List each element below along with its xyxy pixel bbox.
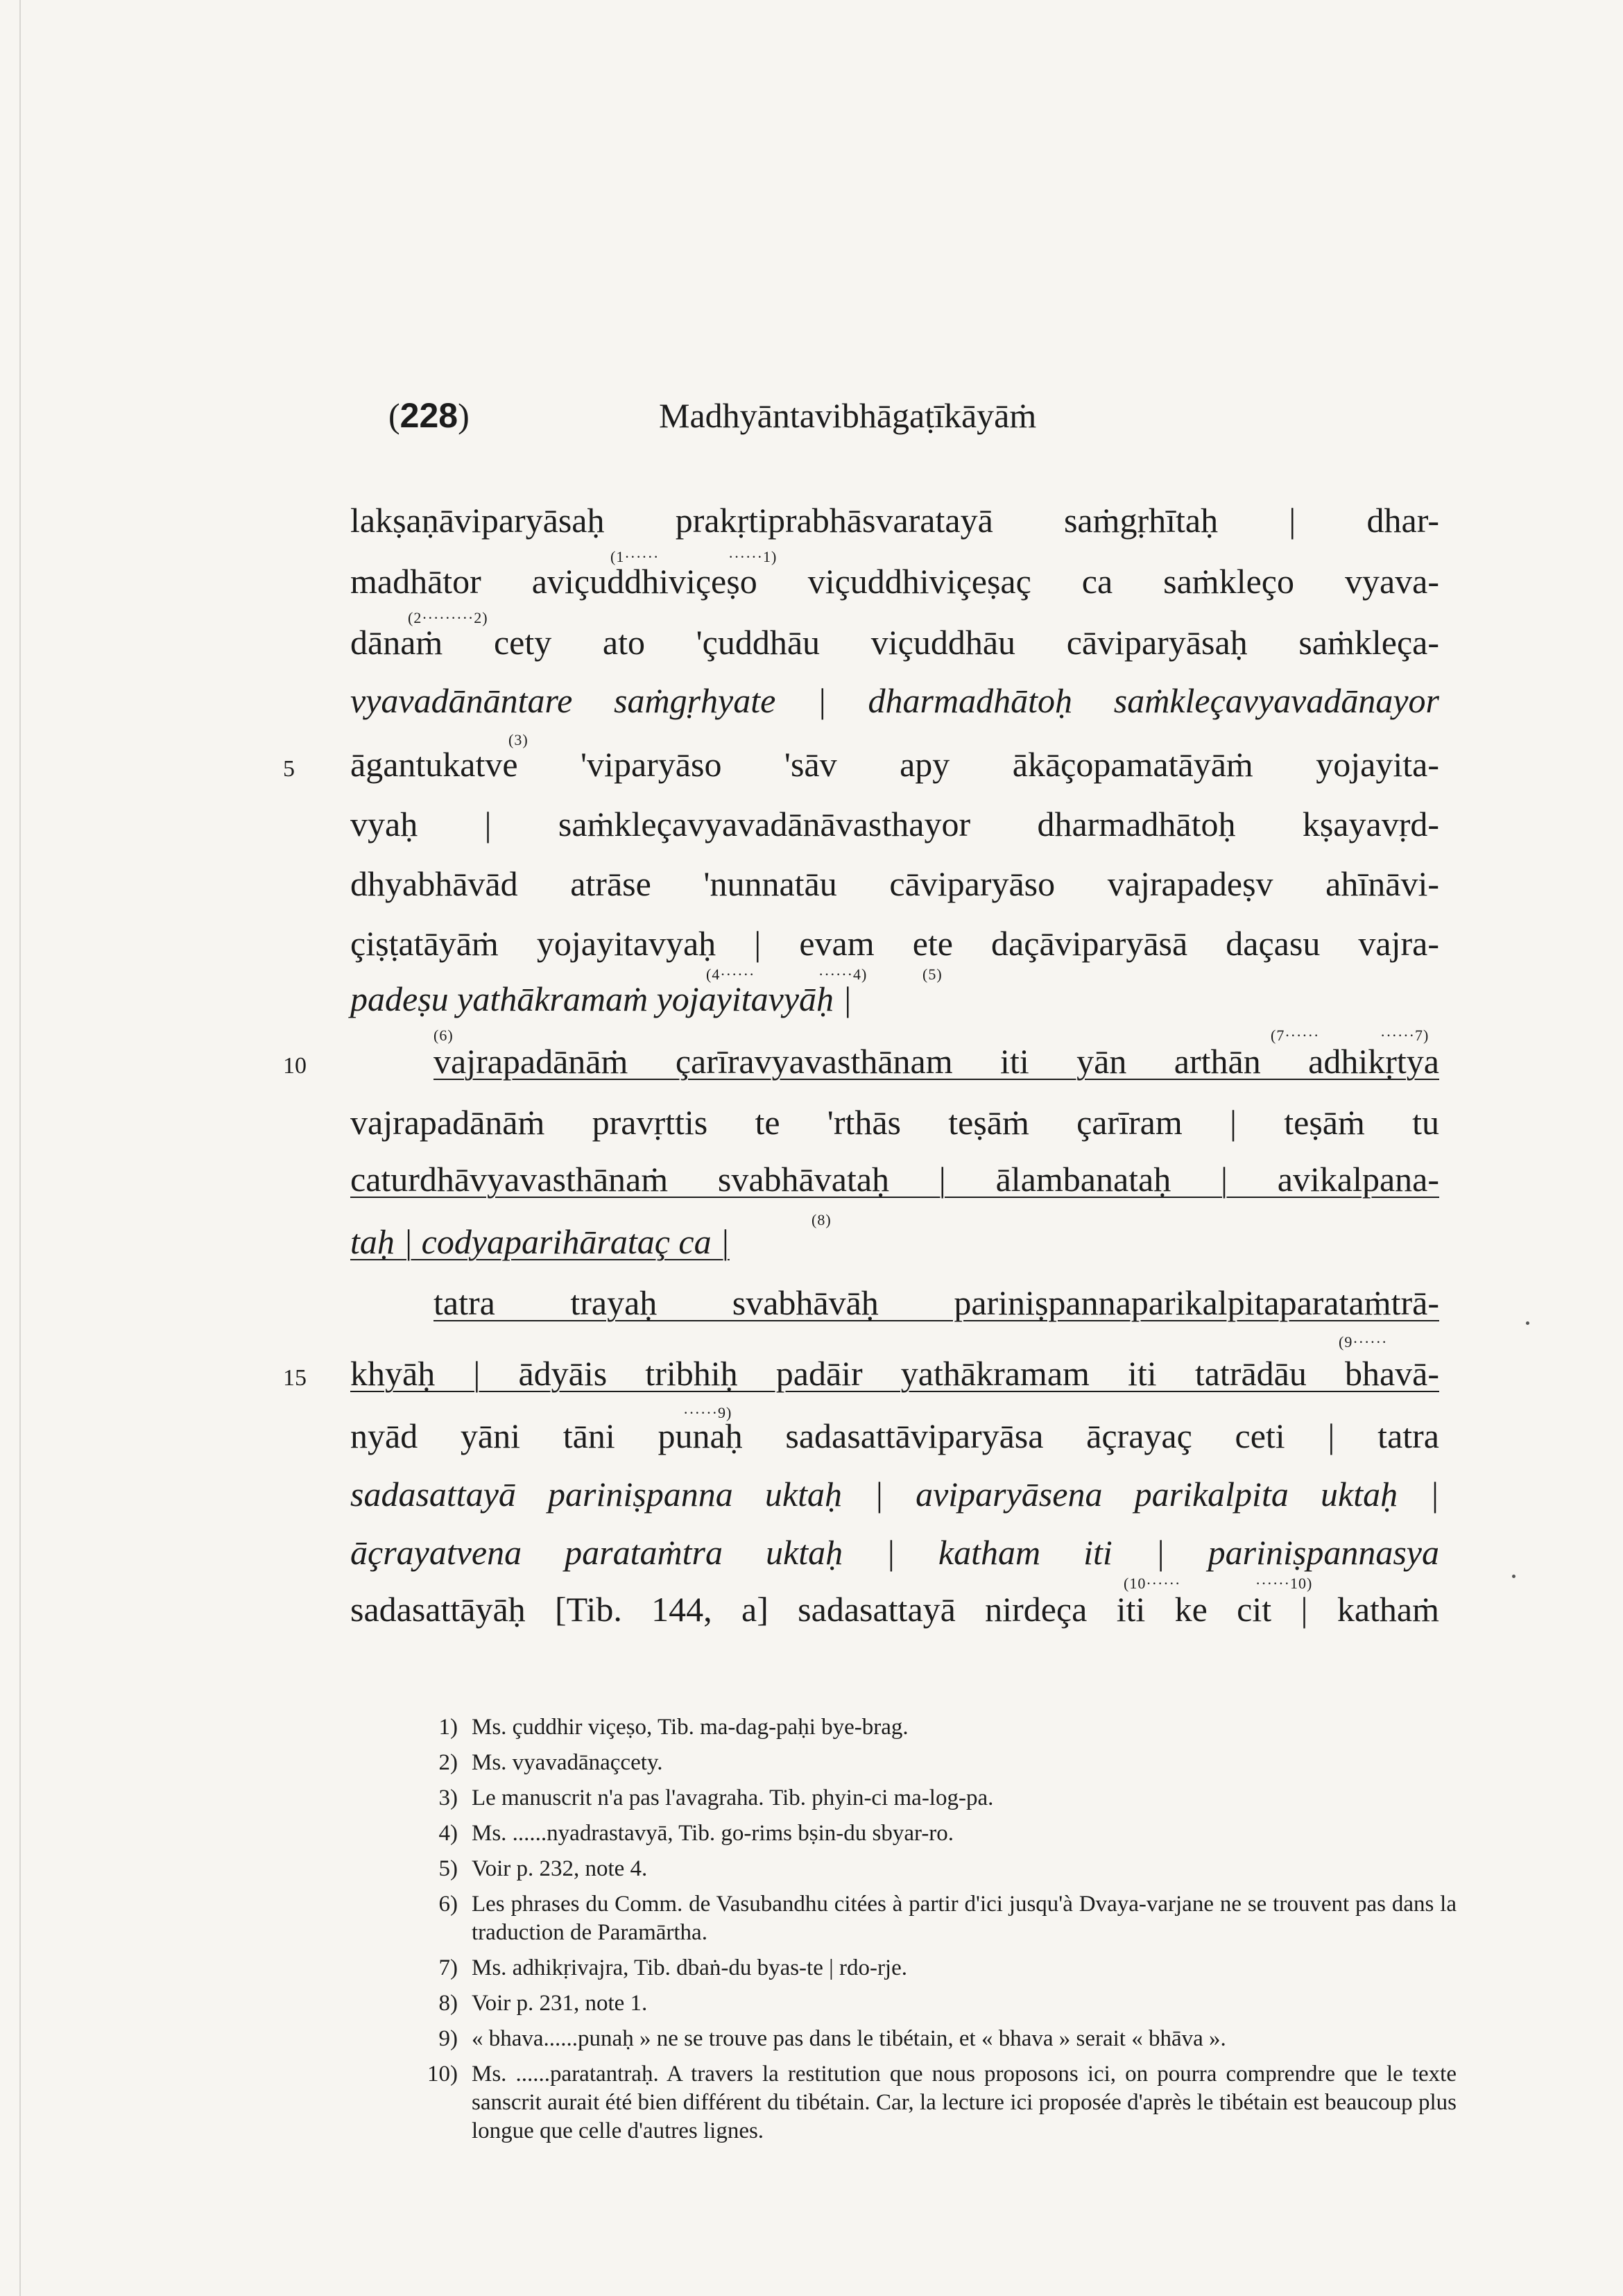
footnote-ref: ······7): [1380, 1027, 1429, 1044]
text-line: sadasattāyāḥ [Tib. 144, a] sadasattayā nirdeça iti ke cit | kathaṁ: [350, 1590, 1439, 1629]
text-line: taḥ | codyaparihārataç ca |: [350, 1222, 730, 1261]
text-line: vajrapadānāṁ çarīravyavasthānam iti yān arthān adhikṛtya: [433, 1042, 1439, 1081]
footnote: 10) Ms. ......paratantraḥ. A travers la restitution que nous proposons ici, on pourra comprendre que le texte sanscrit aurait été bien différent du tibétain. Car, la lecture ici proposée d'après le tibétain est beaucoup plus longue que celle d'autres lignes.: [427, 2062, 1457, 2143]
text-line: dhyabhāvād atrāse 'nunnatāu cāviparyāso vajrapadeṣv ahīnāvi-: [350, 864, 1439, 903]
footnote-ref: (1······: [610, 548, 660, 565]
scan-speck: [1526, 1321, 1529, 1325]
footnote: 4) Ms. ......nyadrastavyā, Tib. go-rims bṣin-du sbyar-ro.: [438, 1821, 954, 1846]
text-line: āgantukatve 'viparyāso 'sāv apy ākāçopamatāyāṁ yojayita-: [350, 745, 1439, 784]
footnote-ref: ······10): [1255, 1575, 1313, 1592]
footnote-ref: (6): [433, 1027, 454, 1044]
footnote-ref: (3): [508, 731, 529, 748]
text-line: madhātor aviçuddhiviçeṣo viçuddhiviçeṣaç ca saṁkleço vyava-: [350, 562, 1439, 601]
footnote: 3) Le manuscrit n'a pas l'avagraha. Tib. phyin-ci ma-log-pa.: [438, 1785, 994, 1810]
footnote: 5) Voir p. 232, note 4.: [438, 1856, 648, 1881]
footnote: 9) « bhava......punaḥ » ne se trouve pas dans le tibétain, et « bhava » serait « bhāva ».: [438, 2026, 1226, 2051]
text-line: sadasattayā pariniṣpanna uktaḥ | aviparyāsena parikalpita uktaḥ |: [350, 1475, 1439, 1514]
footnote-ref: (8): [812, 1211, 832, 1228]
text-line: lakṣaṇāviparyāsaḥ prakṛtiprabhāsvaratayā saṁgṛhītaḥ | dhar-: [350, 501, 1439, 540]
text-line: caturdhāvyavasthānaṁ svabhāvataḥ | ālambanataḥ | avikalpana-: [350, 1160, 1439, 1199]
text-line: vyaḥ | saṁkleçavyavadānāvasthayor dharmadhātoḥ kṣayavṛd-: [350, 805, 1439, 843]
footnote-ref: ······9): [683, 1404, 732, 1421]
line-number: 10: [283, 1053, 307, 1079]
footnote-ref: (4······: [706, 966, 755, 983]
footnote-ref: (2·········2): [408, 609, 488, 626]
text-line: vajrapadānāṁ pravṛttis te 'rthās teṣāṁ çarīram | teṣāṁ tu: [350, 1103, 1439, 1142]
line-number: 5: [283, 756, 295, 782]
footnote: 7) Ms. adhikṛivajra, Tib. dbaṅ-du byas-te | rdo-rje.: [438, 1955, 907, 1980]
page-edge: [19, 0, 21, 2296]
footnote: 1) Ms. çuddhir viçeṣo, Tib. ma-dag-paḥi bye-brag.: [438, 1715, 909, 1740]
text-line: dānaṁ cety ato 'çuddhāu viçuddhāu cāviparyāsaḥ saṁkleça-: [350, 623, 1439, 662]
scan-speck: [1512, 1575, 1515, 1578]
footnotes: [388, 1713, 1457, 2152]
footnote: 2) Ms. vyavadānaçcety.: [438, 1750, 663, 1775]
footnote-ref: (5): [922, 966, 943, 983]
text-line: çiṣṭatāyāṁ yojayitavyaḥ | evam ete daçāviparyāsā daçasu vajra-: [350, 924, 1439, 963]
text-line: nyād yāni tāni punaḥ sadasattāviparyāsa āçrayaç ceti | tatra: [350, 1416, 1439, 1455]
footnote-ref: ······1): [728, 548, 778, 565]
page-number: (228): [388, 396, 470, 435]
footnote: 8) Voir p. 231, note 1.: [438, 1991, 648, 2016]
text-line: vyavadānāntare saṁgṛhyate | dharmadhātoḥ saṁkleçavyavadānayor: [350, 681, 1439, 720]
text-line: āçrayatvena parataṁtra uktaḥ | katham iti | pariniṣpannasya: [350, 1533, 1439, 1572]
text-line: tatra trayaḥ svabhāvāḥ pariniṣpannaparikalpitaparataṁtrā-: [433, 1283, 1439, 1322]
text-line: khyāḥ | ādyāis tribhiḥ padāir yathākramam iti tatrādāu bhavā-: [350, 1354, 1439, 1393]
footnote: 6) Les phrases du Comm. de Vasubandhu citées à partir d'ici jusqu'à Dvaya-varjane ne se trouvent pas dans la traduction de Paramārtha.: [438, 1892, 1457, 1945]
footnote-ref: (7······: [1271, 1027, 1320, 1044]
running-title: Madhyāntavibhāgaṭīkāyāṁ: [659, 396, 1037, 435]
footnote-ref: (9······: [1339, 1333, 1388, 1351]
footnote-ref: ······4): [818, 966, 868, 983]
footnote-ref: (10······: [1124, 1575, 1181, 1592]
text-line: padeṣu yathākramaṁ yojayitavyāḥ |: [350, 979, 852, 1018]
line-number: 15: [283, 1365, 307, 1391]
